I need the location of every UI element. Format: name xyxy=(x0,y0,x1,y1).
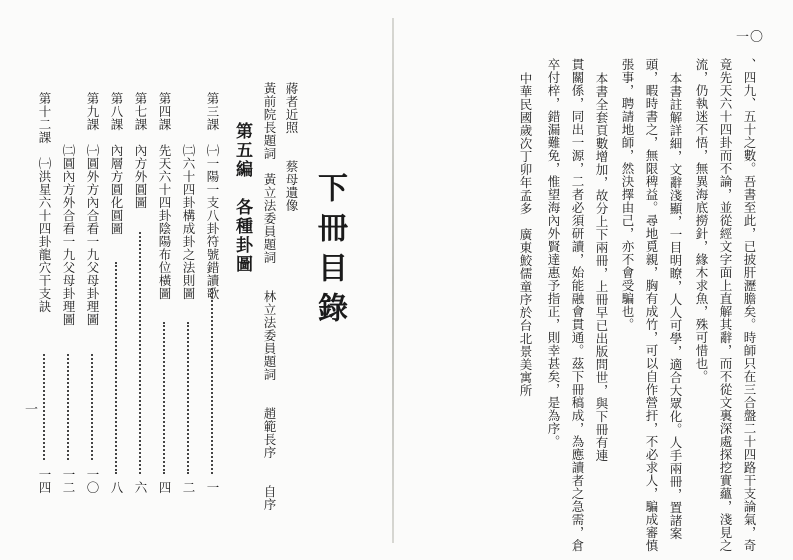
page-marker: 一 xyxy=(22,402,37,416)
toc-entry xyxy=(180,92,196,494)
toc-leader xyxy=(139,232,143,474)
toc-leader xyxy=(115,262,119,474)
toc-entry-label: 第四課 先天六十四卦陰陽布位橫圖 xyxy=(157,92,172,300)
preface-column: 流，仍執迷不悟，無異海底撈針，緣木求魚，殊可惜也。 xyxy=(694,58,709,383)
toc-leader xyxy=(211,288,215,474)
toc-leader xyxy=(187,322,191,474)
section-heading: 第五編 各種卦圖 xyxy=(232,122,252,274)
preface-column: 頭，暇時書之，無限稗益。尋地覓親，胸有成竹，可以自作營扞，不必求人，騙成審慎 xyxy=(644,58,659,552)
toc-leader xyxy=(43,354,47,460)
toc-entry xyxy=(108,92,124,494)
toc-entry-page: 六 xyxy=(133,481,148,494)
toc-entry-label: 第三課 ㈠一陽一支八卦符號錯讀歌 xyxy=(205,92,220,300)
toc-entry xyxy=(36,92,52,494)
preface-column: 竟先天六十四卦而不論，並從經文字面上直解其辭，而不從文裏深處探挖實蘊，淺見之 xyxy=(718,58,733,552)
toc-leader xyxy=(91,354,95,460)
page-spine xyxy=(392,18,394,543)
toc-entry xyxy=(204,92,220,494)
preface-column: 卒付梓，錯漏難免，惟望海內外賢達惠予指正，則幸甚矣，是為序。 xyxy=(546,58,561,448)
toc-entry-page: 一四 xyxy=(37,468,52,494)
preface-column: 、四九、五十之數。吾書至此，已披肝瀝膽矣。時師只在三合盤二十四路干支論氣，奇 xyxy=(742,58,757,552)
toc-entry-page: 八 xyxy=(109,481,124,494)
preface-column: 本書全套頁數增加，故分上下兩冊，上冊早已出版問世，與下冊有連 xyxy=(594,72,609,462)
preface-signature: 中華民國歲次丁卯年孟多 廣東鮫儒童序於台北景美寓所 xyxy=(518,72,533,397)
toc-entry xyxy=(84,92,100,494)
toc-leader xyxy=(163,322,167,474)
toc-leader xyxy=(67,354,71,460)
toc-entry-page: 二 xyxy=(181,481,196,494)
page-number: 一〇 xyxy=(736,30,765,45)
toc-entry-page: 一〇 xyxy=(85,468,100,494)
preface-column: 張事，聘請地師，然決擇由己，亦不會受騙也。 xyxy=(620,58,635,331)
toc-entry xyxy=(132,92,148,494)
preface-column: 貫關係，同出一源，二者必須研讀，始能融會貫通。茲下冊稿成，為應讀者之急需，倉 xyxy=(570,58,585,552)
toc-entry-page: 一二 xyxy=(61,468,76,494)
toc-entry xyxy=(60,92,76,494)
page-title: 下冊目錄 xyxy=(312,172,347,332)
preface-column: 本書註解詳細，文辭淺顯，一目明瞭，人人可學，適合大眾化。人手兩冊，置諸案 xyxy=(668,72,683,540)
toc-entry-page: 一 xyxy=(205,481,220,494)
toc-entry-label: 第十二課 ㈠洪星六十四卦龍穴干支訣 xyxy=(37,92,52,313)
front-matter-line: 黃前院長題詞 黃立法委員題詞 林立法委員題詞 趙範長序 自序 xyxy=(262,82,277,511)
toc-entry-page: 四 xyxy=(157,481,172,494)
toc-entry-label: 第七課 內方外圓圖 xyxy=(133,92,148,209)
toc-entry-label: ㈡六十四卦構成卦之法則圖 xyxy=(181,92,196,300)
toc-entry xyxy=(156,92,172,494)
front-matter-line: 蔣者近照 蔡母遺像 xyxy=(284,82,299,212)
toc-entry-label: ㈡圓內方外合看一九父母卦理圖 xyxy=(61,92,76,326)
toc-entry-label: 第八課 內層方圓化圓圖 xyxy=(109,92,124,235)
toc-entry-label: 第九課 ㈠圓外方內合看一九父母卦理圖 xyxy=(85,92,100,326)
